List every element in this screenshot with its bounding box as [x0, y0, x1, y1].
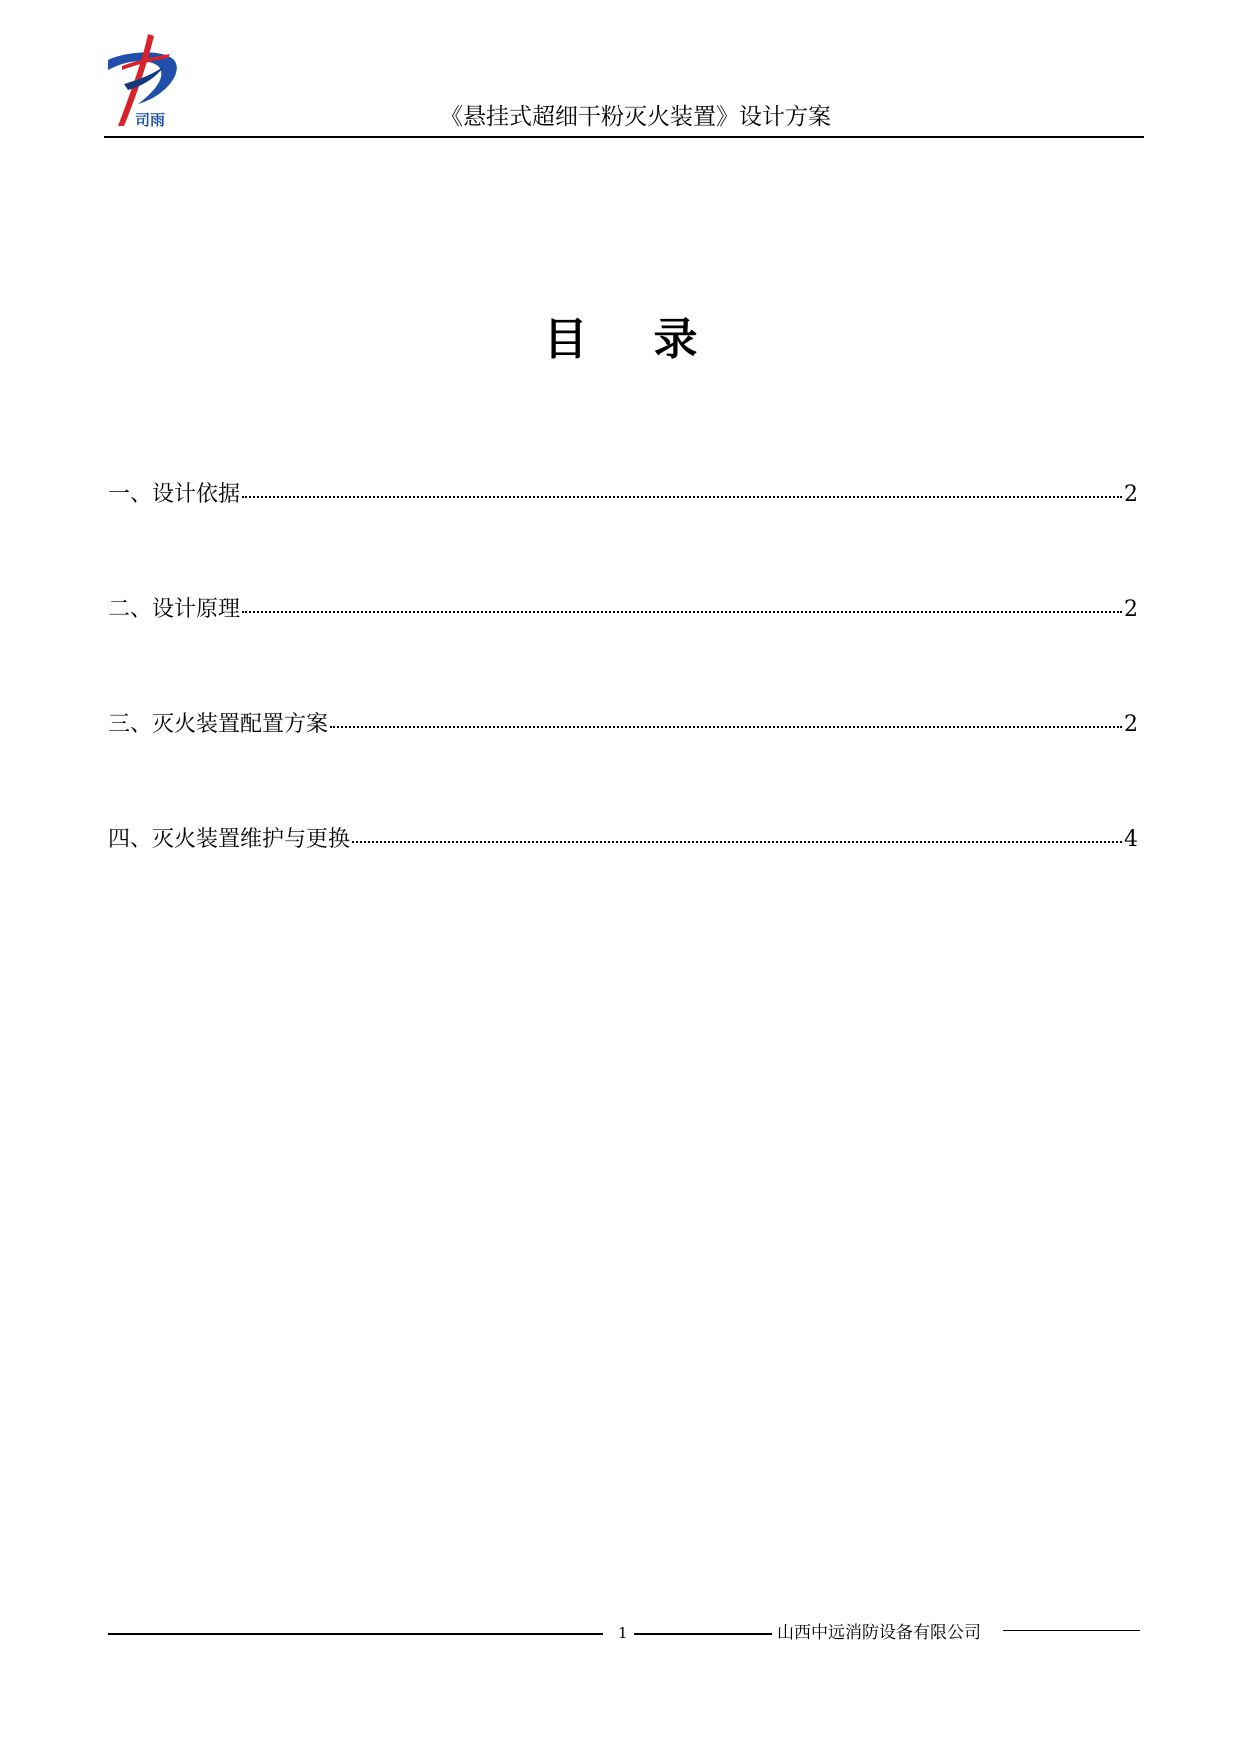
toc-entry-page: 2	[1124, 597, 1138, 622]
toc-entry-page: 2	[1124, 482, 1138, 507]
toc-dot-leader	[352, 841, 1122, 843]
table-of-contents	[108, 484, 1138, 944]
toc-dot-leader	[242, 496, 1122, 498]
toc-title: 目录	[543, 314, 764, 365]
toc-entry-basis[interactable]	[108, 484, 1138, 599]
document-header-title: 《悬挂式超细干粉灭火装置》设计方案	[440, 104, 831, 130]
toc-dot-leader	[330, 726, 1122, 728]
toc-entry-principle[interactable]	[108, 599, 1138, 714]
footer-company-name: 山西中远消防设备有限公司	[777, 1623, 981, 1643]
toc-entry-configuration[interactable]	[108, 714, 1138, 829]
footer-rule-middle	[634, 1633, 772, 1635]
toc-entry-label: 二、设计原理	[108, 597, 241, 622]
toc-entry-page: 4	[1124, 827, 1138, 852]
toc-entry-label: 三、灭火装置配置方案	[108, 712, 329, 737]
footer-page-number: 1	[618, 1624, 628, 1642]
logo-wordmark: 司雨	[135, 111, 166, 129]
footer-rule-right	[1003, 1630, 1140, 1631]
toc-entry-page: 2	[1124, 712, 1138, 737]
toc-dot-leader	[242, 611, 1122, 613]
toc-entry-label: 一、设计依据	[108, 482, 241, 507]
header-rule	[104, 136, 1144, 138]
toc-entry-maintenance[interactable]	[108, 829, 1138, 944]
toc-entry-label: 四、灭火装置维护与更换	[108, 827, 351, 852]
footer-rule-left	[108, 1633, 603, 1635]
